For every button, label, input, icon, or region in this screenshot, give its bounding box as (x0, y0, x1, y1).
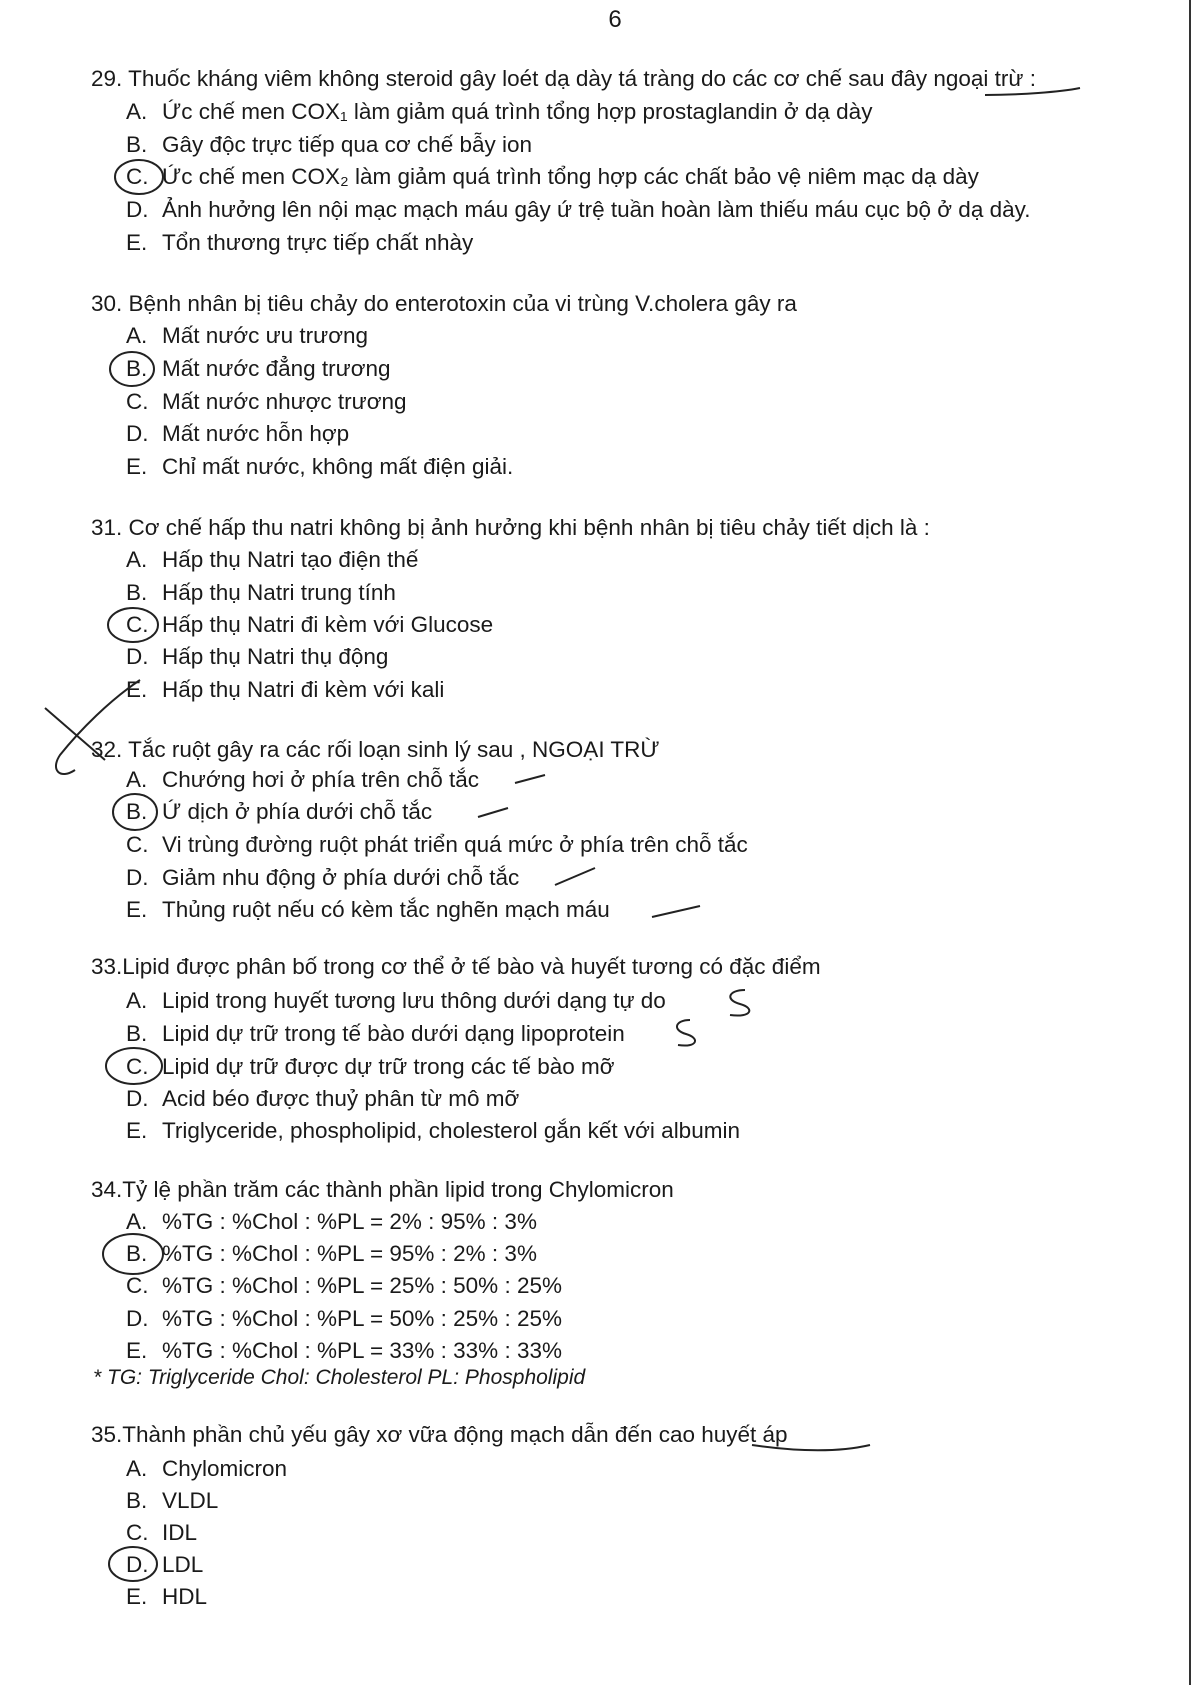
question-stem: 32. Tắc ruột gây ra các rối loạn sinh lý sau , NGOẠI TRỪ (91, 737, 660, 762)
tick-stroke (555, 868, 595, 885)
option-a: A. Hấp thụ Natri tạo điện thế (126, 547, 419, 572)
option-b: B. Hấp thụ Natri trung tính (126, 580, 396, 605)
option-a: A. Ức chế men COX₁ làm giảm quá trình tổng hợp prostaglandin ở dạ dày (126, 99, 873, 124)
option-c: C. Hấp thụ Natri đi kèm với Glucose (126, 612, 494, 637)
option-e: E. %TG : %Chol : %PL = 33% : 33% : 33% (126, 1338, 562, 1363)
tick-stroke (515, 775, 545, 783)
option-c: C. Ức chế men COX₂ làm giảm quá trình tổng hợp các chất bảo vệ niêm mạc dạ dày (126, 164, 979, 189)
question-stem: 35.Thành phần chủ yếu gây xơ vữa động mạch dẫn đến cao huyết áp (91, 1422, 788, 1447)
option-a: A. %TG : %Chol : %PL = 2% : 95% : 3% (126, 1209, 537, 1234)
option-d: D. Mất nước hỗn hợp (126, 421, 350, 446)
option-d: D. LDL (126, 1552, 204, 1577)
option-e: E. Tổn thương trực tiếp chất nhày (126, 230, 474, 255)
option-d: D. Ảnh hưởng lên nội mạc mạch máu gây ứ trệ tuần hoàn làm thiếu máu cục bộ ở dạ dày. (126, 197, 1031, 222)
option-c: C. IDL (126, 1520, 198, 1545)
question-stem: 30. Bệnh nhân bị tiêu chảy do enterotoxin của vi trùng V.cholera gây ra (91, 291, 797, 316)
option-b: B. %TG : %Chol : %PL = 95% : 2% : 3% (126, 1241, 537, 1266)
option-b: B. VLDL (126, 1488, 219, 1513)
question-stem: 34.Tỷ lệ phần trăm các thành phần lipid trong Chylomicron (91, 1177, 674, 1202)
option-c: C. Mất nước nhược trương (126, 389, 407, 414)
tick-stroke (478, 808, 508, 817)
option-e: E. Triglyceride, phospholipid, cholesterol gắn kết với albumin (126, 1118, 740, 1143)
page-number: 6 (608, 6, 622, 33)
option-e: E. HDL (126, 1584, 208, 1609)
option-a: A. Lipid trong huyết tương lưu thông dưới dạng tự do (126, 988, 666, 1013)
option-a: A. Chylomicron (126, 1456, 288, 1481)
option-d: D. Hấp thụ Natri thụ động (126, 644, 389, 669)
s-mark (730, 990, 749, 1016)
question-stem: 33.Lipid được phân bố trong cơ thể ở tế bào và huyết tương có đặc điểm (91, 954, 821, 979)
option-e: E. Hấp thụ Natri đi kèm với kali (126, 677, 445, 702)
option-d: D. %TG : %Chol : %PL = 50% : 25% : 25% (126, 1306, 562, 1331)
option-c: C. Vi trùng đường ruột phát triển quá mức ở phía trên chỗ tắc (126, 832, 748, 857)
option-d: D. Giảm nhu động ở phía dưới chỗ tắc (126, 865, 520, 890)
option-b: B. Gây độc trực tiếp qua cơ chế bẫy ion (126, 132, 533, 157)
tick-stroke (652, 906, 700, 917)
option-a: A. Mất nước ưu trương (126, 323, 369, 348)
option-e: E. Chỉ mất nước, không mất điện giải. (126, 454, 514, 479)
option-b: B. Lipid dự trữ trong tế bào dưới dạng lipoprotein (126, 1021, 625, 1046)
option-b: B. Ứ dịch ở phía dưới chỗ tắc (126, 799, 433, 824)
option-e: E. Thủng ruột nếu có kèm tắc nghẽn mạch máu (126, 897, 610, 922)
option-c: C. %TG : %Chol : %PL = 25% : 50% : 25% (126, 1273, 562, 1298)
option-b: B. Mất nước đẳng trương (126, 356, 391, 381)
option-a: A. Chướng hơi ở phía trên chỗ tắc (126, 767, 479, 792)
s-mark (677, 1020, 695, 1046)
question-stem: 31. Cơ chế hấp thu natri không bị ảnh hưởng khi bệnh nhân bị tiêu chảy tiết dịch là : (91, 515, 930, 540)
question-stem: 29. Thuốc kháng viêm không steroid gây loét dạ dày tá tràng do các cơ chế sau đây ngoại trừ : (91, 66, 1036, 91)
option-c: C. Lipid dự trữ được dự trữ trong các tế bào mỡ (126, 1054, 615, 1079)
abbreviation-note: * TG: Triglyceride Chol: Cholesterol PL: Phospholipid (93, 1366, 586, 1389)
option-d: D. Acid béo được thuỷ phân từ mô mỡ (126, 1086, 520, 1111)
